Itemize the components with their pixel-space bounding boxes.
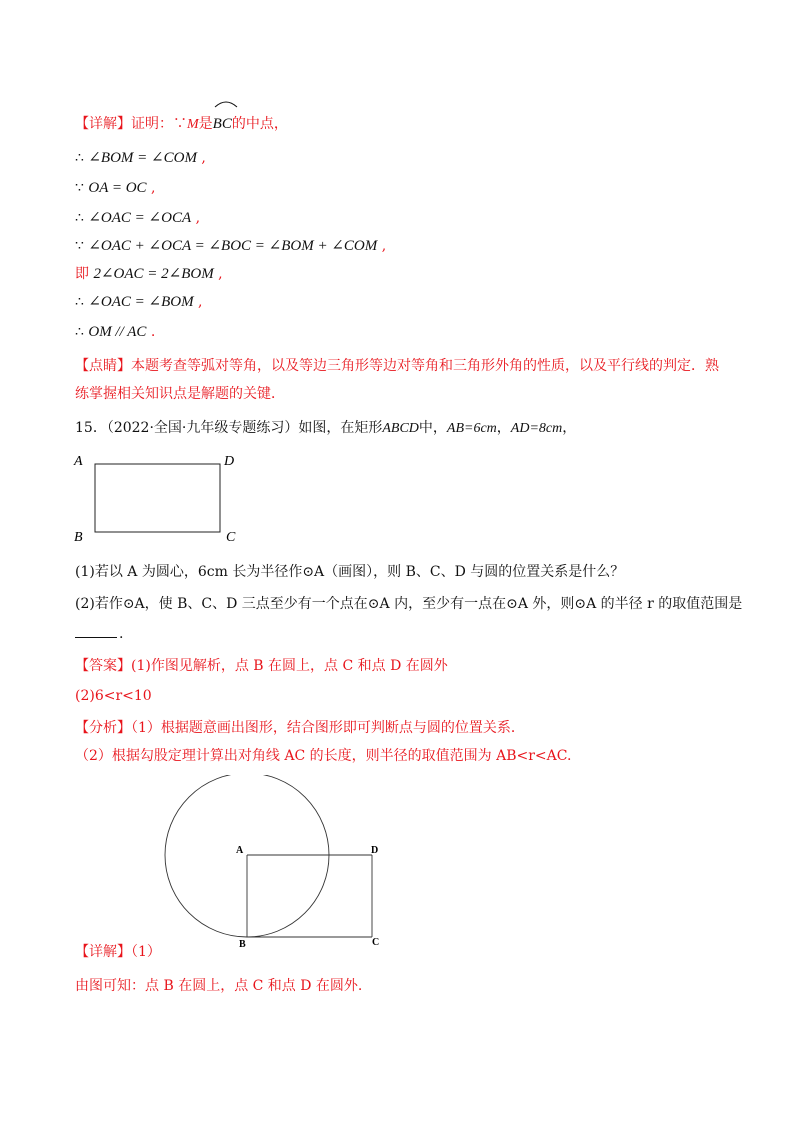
proof-expression: ∠OAC = ∠OCA: [88, 210, 192, 226]
detail-intro: [75, 108, 288, 135]
answer-line-2: (2)6<r<10: [75, 688, 152, 704]
label-b: B: [239, 939, 246, 950]
answer-text: (1)作图见解析，点 B 在圆上，点 C 和点 D 在圆外: [131, 658, 448, 674]
question-end: ，: [562, 420, 577, 436]
arc-bc: [213, 108, 232, 134]
proof-symbol: ∴: [75, 150, 89, 166]
proof-punct: ,: [196, 150, 206, 166]
proof-expression: ∠OAC = ∠BOM: [88, 294, 194, 310]
proof-symbol: 即: [75, 266, 94, 282]
proof-line: [75, 178, 155, 198]
proof-expression: OA = OC: [88, 180, 147, 196]
question-sep: ，: [496, 420, 511, 436]
detail2-line-2: 由图可知：点 B 在圆上，点 C 和点 D 在圆外.: [75, 978, 363, 994]
answer-blank: [75, 637, 117, 638]
detail-text-proof: 证明：∵: [131, 116, 187, 132]
question-15: [75, 418, 576, 439]
detail2-line-1: [75, 942, 161, 962]
question-number: 15．: [75, 420, 107, 436]
proof-punct: ,: [213, 266, 223, 282]
label-c: C: [372, 937, 380, 948]
label-d: D: [224, 454, 235, 469]
proof-expression: ∠BOM = ∠COM: [88, 150, 197, 166]
proof-expression: 2∠OAC = 2∠BOM: [93, 266, 214, 282]
answer-tag: 【答案】: [75, 658, 131, 674]
detail2-tag: 【详解】: [75, 944, 131, 960]
analysis-line-1: [75, 718, 525, 738]
proof-line: [75, 292, 203, 312]
point-m: M: [187, 117, 199, 132]
label-d: D: [371, 845, 379, 856]
answer-blank-line: [75, 624, 123, 644]
label-c: C: [226, 530, 236, 545]
proof-symbol: ∴: [75, 294, 89, 310]
proof-punct: .: [146, 324, 156, 340]
analysis-text: （1）根据题意画出图形，结合图形即可判断点与圆的位置关系．: [131, 720, 525, 736]
circle-figure: [160, 775, 400, 950]
proof-line: [75, 322, 155, 342]
sub-question-2: (2)若作⊙A，使 B、C、D 三点至少有一个点在⊙A 内，至少有一点在⊙A 外，则⊙A 的半径 r 的取值范围是: [75, 596, 743, 612]
rect-name: ABCD: [382, 421, 419, 436]
question-mid: 中，: [418, 420, 447, 436]
detail-tag: 【详解】: [75, 116, 131, 132]
ab-length: AB=6cm: [446, 421, 497, 436]
proof-line: [75, 264, 223, 284]
proof-punct: ,: [146, 180, 156, 196]
detail2-text: （1）: [131, 944, 161, 960]
sub-question-1: (1)若以 A 为圆心，6cm 长为半径作⊙A（画图），则 B、C、D 与圆的位置关系是什么？: [75, 564, 625, 580]
ad-length: AD=8cm: [510, 421, 563, 436]
proof-punct: ,: [191, 210, 201, 226]
proof-line: [75, 148, 206, 168]
arc-symbol: [213, 98, 239, 108]
proof-punct: ,: [377, 238, 387, 254]
proof-symbol: ∴: [75, 210, 89, 226]
arc-label: BC: [212, 116, 232, 132]
proof-line: [75, 236, 386, 256]
analysis-tag: 【分析】: [75, 720, 131, 736]
analysis-line-2: （2）根据勾股定理计算出对角线 AC 的长度，则半径的取值范围为 AB<r<AC.: [75, 748, 572, 764]
comment-line-2: 练掌握相关知识点是解题的关键．: [75, 386, 285, 402]
proof-expression: ∠OAC + ∠OCA = ∠BOC = ∠BOM + ∠COM: [88, 238, 378, 254]
label-a: A: [236, 845, 244, 856]
proof-line: [75, 208, 200, 228]
rectangle-figure: [68, 448, 248, 548]
comment-line-1: [75, 356, 719, 376]
label-b: B: [74, 530, 83, 545]
label-a: A: [74, 454, 83, 469]
proof-symbol: ∵: [75, 238, 89, 254]
comment-tag: 【点睛】: [75, 358, 131, 374]
question-source: （2022·全国·九年级专题练习）如图，在矩形: [106, 420, 383, 436]
rectangle-abcd: [95, 464, 220, 532]
detail-text-midpoint: 的中点，: [231, 116, 288, 132]
detail-text-is: 是: [198, 116, 213, 132]
proof-symbol: ∵: [75, 180, 89, 196]
blank-period: .: [119, 626, 124, 642]
proof-expression: OM // AC: [88, 324, 147, 340]
comment-text: 本题考查等弧对等角，以及等边三角形等边对等角和三角形外角的性质，以及平行线的判定．熟: [131, 358, 719, 374]
proof-symbol: ∴: [75, 324, 89, 340]
answer-line-1: [75, 656, 448, 676]
proof-punct: ,: [193, 294, 203, 310]
